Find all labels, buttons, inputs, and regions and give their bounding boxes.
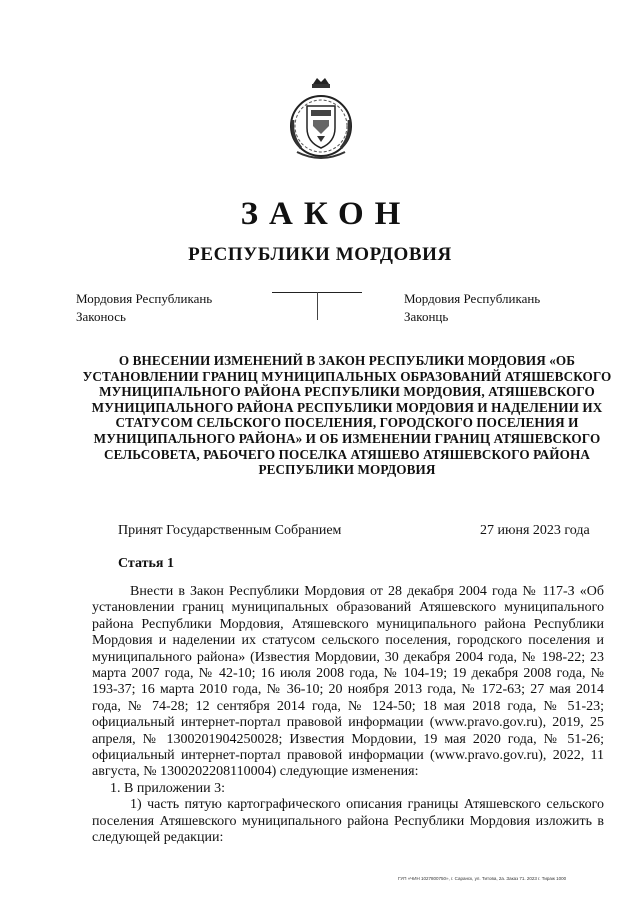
document-title: ЗАКОН [240,196,412,232]
header-right-block [404,290,540,326]
footer-imprint: ГУП «ЧИН 1027800750», г. Саранск, ул. Титова, 2а. Заказ 71. 2023 г. Тираж 1000 [398,876,567,881]
item-1-1: 1) часть пятую картографического описания границы Атяшевского сельского поселения Атяшевского муниципального района Республики Мордовия изложить в следующей редакции: [92,797,604,846]
article-heading: Статья 1 [118,556,174,571]
article-body [92,584,604,847]
header-right-line-1: Мордовия Республикань [404,291,541,306]
header-divider [272,292,362,322]
header-divider-stem [317,292,318,320]
header-left-line-1: Мордовия Республикань [76,291,213,306]
header-left-block [76,290,212,326]
header-left-line-2: Законось [76,309,126,324]
adopted-by: Принят Государственным Собранием [118,523,342,538]
paragraph-1: Внести в Закон Республики Мордовия от 28 декабря 2004 года № 117-З «Об установлении границ муниципальных образований Атяшевского муниципального района Республики Мордовия, Атяшевского муниципального района Республики Мордовия и наделении их статусом сельского поселения, городского поселения и муниципального района» (Известия Мордовии, 30 декабря 2004 года, № 198-22; 23 марта 2007 года, № 42-10; 16 июля 2008 года, № 104-19; 19 декабря 2008 года, № 193-37; 16 марта 2010 года, № 36-10; 20 ноября 2013 года, № 172-63; 27 мая 2014 года, № 74-28; 12 сентября 2014 года, № 124-50; 18 мая 2018 года, № 51-23; официальный интернет-портал правовой информации (www.pravo.gov.ru), 2019, 25 апреля, № 1300201904250028; Известия Мордовии, 19 мая 2020 года, № 51-26; официальный интернет-портал правовой информации (www.pravo.gov.ru), 2022, 11 августа, № 1300202208110004) следующие изменения: [92,584,604,780]
item-1: 1. В приложении 3: [110,780,226,796]
document-subtitle: РЕСПУБЛИКИ МОРДОВИЯ [188,244,452,265]
header-right-line-2: Законць [404,309,449,324]
law-title: О ВНЕСЕНИИ ИЗМЕНЕНИЙ В ЗАКОН РЕСПУБЛИКИ МОРДОВИЯ «ОБ УСТАНОВЛЕНИИ ГРАНИЦ МУНИЦИПАЛЬНЫХ ОБРАЗОВАНИЙ АТЯШЕВСКОГО МУНИЦИПАЛЬНОГО РАЙОНА РЕСПУБЛИКИ МОРДОВИЯ, АТЯШЕВСКОГО МУНИЦИПАЛЬНОГО РАЙОНА РЕСПУБЛИКИ МОРДОВИЯ И НАДЕЛЕНИИ ИХ СТАТУСОМ СЕЛЬСКОГО ПОСЕЛЕНИЯ, ГОРОДСКОГО ПОСЕЛЕНИЯ И МУНИЦИПАЛЬНОГО РАЙОНА» И ОБ ИЗМЕНЕНИИ ГРАНИЦ АТЯШЕВСКОГО СЕЛЬСОВЕТА, РАБОЧЕГО ПОСЕЛКА АТЯШЕВО АТЯШЕВСКОГО РАЙОНА РЕСПУБЛИКИ МОРДОВИЯ [82,353,612,478]
coat-of-arms-emblem [283,76,359,164]
adopted-date: 27 июня 2023 года [480,523,590,538]
